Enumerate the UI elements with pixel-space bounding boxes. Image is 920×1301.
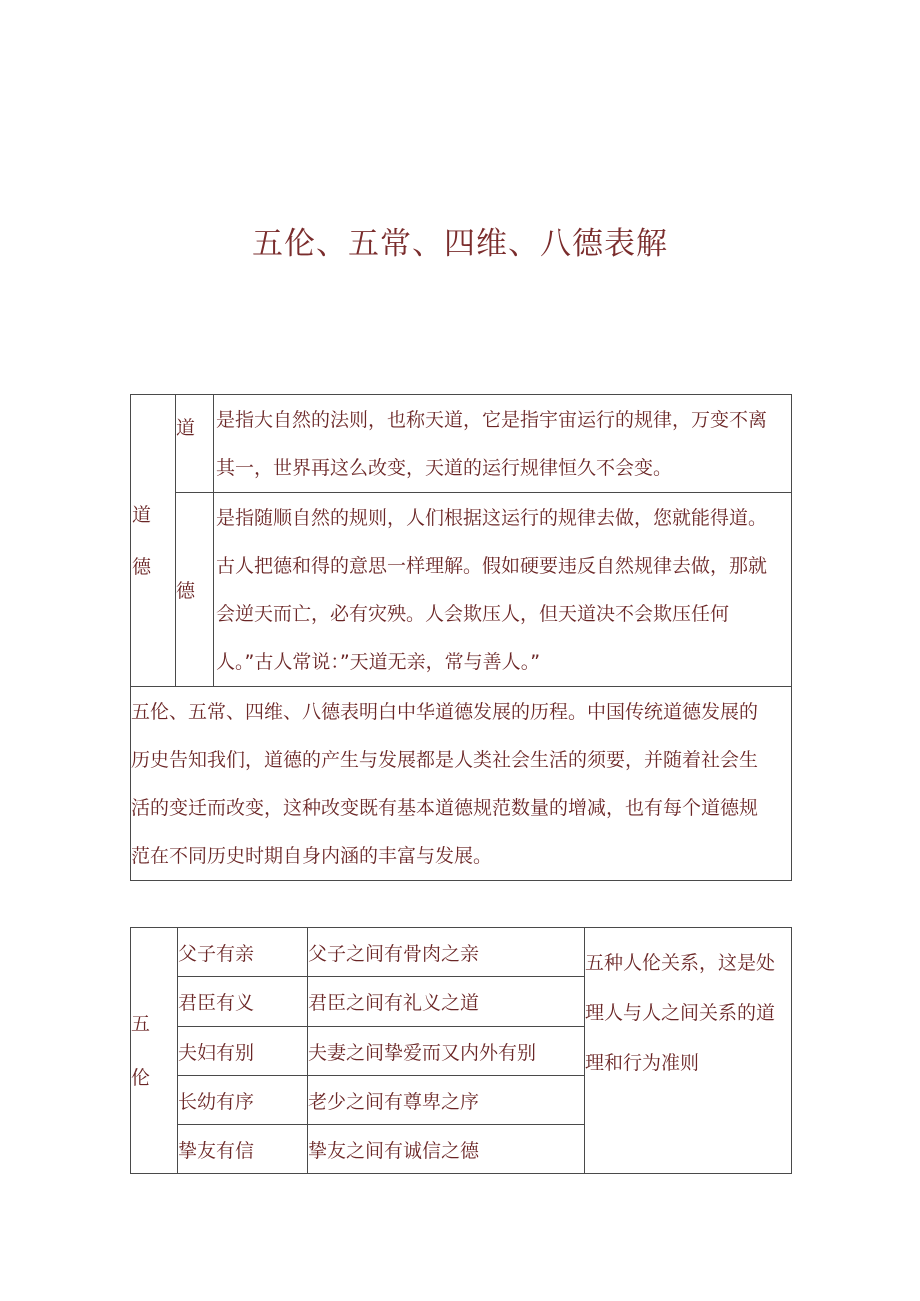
wulun-note-line-3: 理和行为准则 bbox=[585, 1052, 700, 1074]
summary-line-3: 活的变迁而改变，这种改变既有基本道德规范数量的增减，也有每个道德规 bbox=[131, 796, 759, 819]
wulun-term: 长幼有序 bbox=[178, 1076, 308, 1125]
wulun-note-line-1: 五种人伦关系，这是处 bbox=[585, 952, 776, 974]
wulun-term: 君臣有义 bbox=[178, 977, 308, 1027]
summary-line-1: 五伦、五常、四维、八德表明白中华道德发展的历程。中国传统道德发展的 bbox=[131, 700, 759, 723]
wulun-term: 挚友有信 bbox=[178, 1125, 308, 1174]
summary-line-4: 范在不同历史时期自身内涵的丰富与发展。 bbox=[131, 844, 493, 867]
wulun-term: 父子有亲 bbox=[178, 928, 308, 977]
wulun-label-char-1: 五 bbox=[131, 1012, 151, 1035]
daode-table bbox=[130, 394, 792, 881]
wulun-term: 夫妇有别 bbox=[178, 1027, 308, 1076]
wulun-meaning: 夫妻之间挚爱而又内外有别 bbox=[308, 1027, 585, 1076]
wulun-meaning: 挚友之间有诚信之德 bbox=[308, 1125, 585, 1174]
de-line-2: 古人把德和得的意思一样理解。假如硬要违反自然规律去做，那就 bbox=[216, 554, 768, 577]
wulun-table bbox=[130, 927, 792, 1174]
dao-definition bbox=[214, 395, 792, 493]
de-line-3: 会逆天而亡，必有灾殃。人会欺压人，但天道决不会欺压任何 bbox=[216, 602, 730, 625]
de-line-4: 人。”古人常说：”天道无亲，常与善人。” bbox=[216, 650, 541, 673]
daode-label-char-2: 德 bbox=[132, 555, 152, 578]
wulun-meaning: 父子之间有骨肉之亲 bbox=[308, 928, 585, 977]
daode-label-char-1: 道 bbox=[132, 503, 152, 526]
wulun-note-line-2: 理人与人之间关系的道 bbox=[585, 1002, 776, 1024]
dao-label: 道 bbox=[176, 395, 214, 493]
wulun-meaning: 君臣之间有礼义之道 bbox=[308, 977, 585, 1027]
daode-label-cell bbox=[131, 395, 176, 687]
dao-line-1: 是指大自然的法则，也称天道，它是指宇宙运行的规律，万变不离 bbox=[216, 408, 768, 431]
de-definition bbox=[214, 493, 792, 687]
dao-line-2: 其一，世界再这么改变，天道的运行规律恒久不会变。 bbox=[216, 456, 673, 479]
wulun-label-cell bbox=[131, 928, 178, 1174]
wulun-note bbox=[585, 928, 792, 1174]
wulun-meaning: 老少之间有尊卑之序 bbox=[308, 1076, 585, 1125]
wulun-label-char-2: 伦 bbox=[131, 1066, 151, 1089]
de-line-1: 是指随顺自然的规则，人们根据这运行的规律去做，您就能得道。 bbox=[216, 506, 768, 529]
summary-paragraph bbox=[131, 687, 792, 881]
de-label: 德 bbox=[176, 493, 214, 687]
summary-line-2: 历史告知我们，道德的产生与发展都是人类社会生活的须要，并随着社会生 bbox=[131, 748, 759, 771]
page-title: 五伦、五常、四维、八德表解 bbox=[252, 226, 668, 262]
